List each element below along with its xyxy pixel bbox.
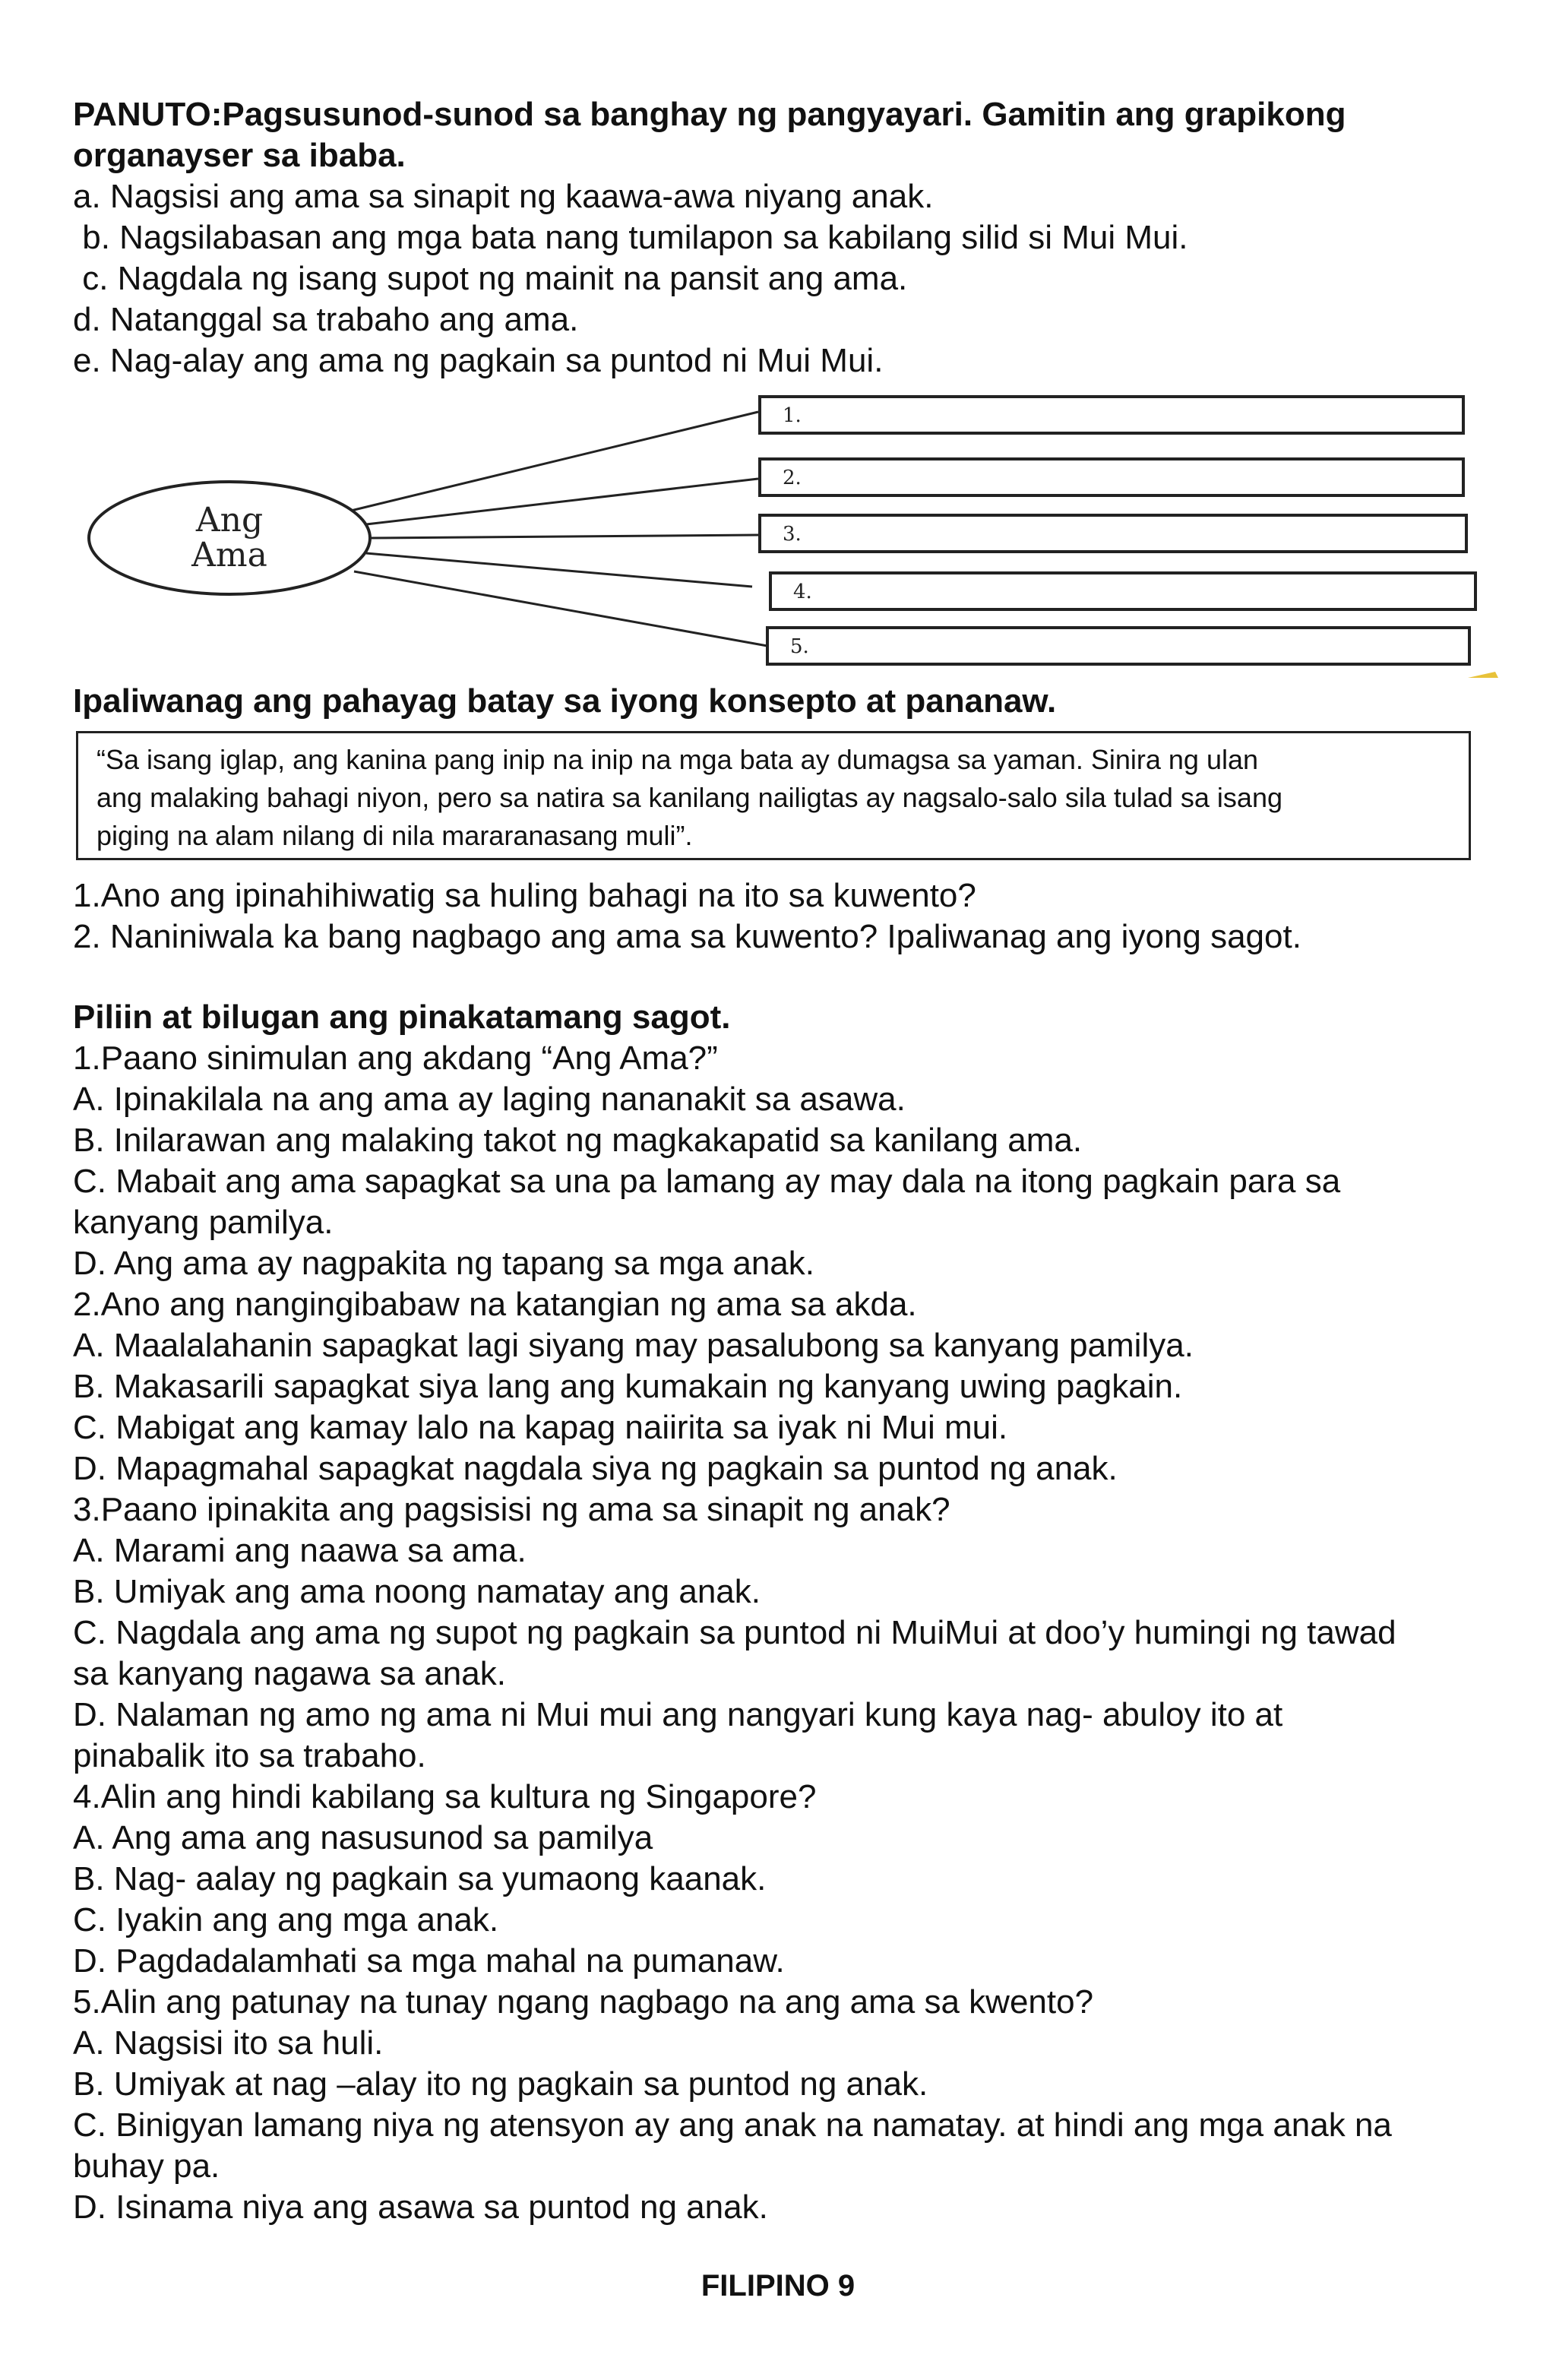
quiz-line: sa kanyang nagawa sa anak. <box>73 1655 506 1692</box>
quote-line: ang malaking bahagi niyon, pero sa natira sa kanilang nailigtas ay nagsalo-salo sila tulad sa isang <box>96 782 1282 813</box>
answer-box-2[interactable] <box>758 457 1465 497</box>
connector-line <box>370 535 758 538</box>
box-number: 1. <box>783 404 802 427</box>
footer-label: FILIPINO 9 <box>701 2269 855 2302</box>
pencil-mark <box>1468 672 1498 678</box>
explain-question: 2. Naniniwala ka bang nagbago ang ama sa kuwento? Ipaliwanag ang iyong sagot. <box>73 918 1301 955</box>
explain-heading: Ipaliwanag ang pahayag batay sa iyong konsepto at pananaw. <box>73 682 1057 720</box>
event-item: e. Nag-alay ang ama ng pagkain sa puntod ni Mui Mui. <box>73 342 884 379</box>
quiz-line: B. Inilarawan ang malaking takot ng magkakapatid sa kanilang ama. <box>73 1122 1083 1159</box>
center-label: Ang Ama <box>191 501 267 574</box>
quiz-line: B. Umiyak ang ama noong namatay ang anak. <box>73 1573 761 1610</box>
quiz-line: 4.Alin ang hindi kabilang sa kultura ng Singapore? <box>73 1778 817 1815</box>
quiz-line: D. Mapagmahal sapagkat nagdala siya ng pagkain sa puntod ng anak. <box>73 1450 1118 1487</box>
instructions-title-cont: organayser sa ibaba. <box>73 137 406 174</box>
quiz-line: A. Ang ama ang nasusunod sa pamilya <box>73 1819 653 1856</box>
box-number: 3. <box>783 523 802 546</box>
quiz-line: C. Nagdala ang ama ng supot ng pagkain sa puntod ni MuiMui at doo’y humingi ng tawad <box>73 1614 1396 1651</box>
event-item: d. Natanggal sa trabaho ang ama. <box>73 301 579 338</box>
quiz-line: C. Mabait ang ama sapagkat sa una pa lamang ay may dala na itong pagkain para sa <box>73 1163 1341 1200</box>
explain-question: 1.Ano ang ipinahihiwatig sa huling bahagi na ito sa kuwento? <box>73 877 976 914</box>
quiz-line: C. Binigyan lamang niya ng atensyon ay ang anak na namatay. at hindi ang mga anak na <box>73 2106 1392 2144</box>
box-number: 5. <box>790 635 809 658</box>
quiz-line: 5.Alin ang patunay na tunay ngang nagbago na ang ama sa kwento? <box>73 1983 1094 2021</box>
instructions-title: PANUTO:Pagsusunod-sunod sa banghay ng pangyayari. Gamitin ang grapikong <box>73 96 1346 133</box>
quiz-line: pinabalik ito sa trabaho. <box>73 1737 426 1774</box>
event-item: b. Nagsilabasan ang mga bata nang tumilapon sa kabilang silid si Mui Mui. <box>73 219 1188 256</box>
quiz-line: 2.Ano ang nangingibabaw na katangian ng ama sa akda. <box>73 1286 917 1323</box>
quote-box <box>76 731 1471 860</box>
answer-box-5[interactable] <box>766 626 1471 666</box>
quiz-line: 3.Paano ipinakita ang pagsisisi ng ama sa sinapit ng anak? <box>73 1491 950 1528</box>
quiz-line: buhay pa. <box>73 2147 220 2185</box>
quiz-line: 1.Paano sinimulan ang akdang “Ang Ama?” <box>73 1040 718 1077</box>
box-number: 2. <box>783 467 802 489</box>
answer-box-3[interactable] <box>758 514 1468 553</box>
quiz-line: A. Nagsisi ito sa huli. <box>73 2024 384 2062</box>
quiz-line: D. Pagdadalamhati sa mga mahal na pumanaw. <box>73 1942 785 1980</box>
quiz-line: B. Makasarili sapagkat siya lang ang kumakain ng kanyang uwing pagkain. <box>73 1368 1183 1405</box>
quiz-line: C. Iyakin ang ang mga anak. <box>73 1901 499 1938</box>
box-number: 4. <box>793 581 812 603</box>
quiz-line: kanyang pamilya. <box>73 1204 334 1241</box>
quiz-line: B. Umiyak at nag –alay ito ng pagkain sa puntod ng anak. <box>73 2065 928 2103</box>
quiz-line: D. Ang ama ay nagpakita ng tapang sa mga anak. <box>73 1245 814 1282</box>
quiz-line: A. Ipinakilala na ang ama ay laging nananakit sa asawa. <box>73 1081 906 1118</box>
event-item: c. Nagdala ng isang supot ng mainit na pansit ang ama. <box>73 260 908 297</box>
quiz-line: D. Nalaman ng amo ng ama ni Mui mui ang nangyari kung kaya nag- abuloy ito at <box>73 1696 1283 1733</box>
connector-line <box>351 412 758 511</box>
quote-line: “Sa isang iglap, ang kanina pang inip na inip na mga bata ay dumagsa sa yaman. Sinira ng ulan <box>96 744 1259 775</box>
graphic-organizer <box>0 0 1556 699</box>
connector-line <box>366 479 758 524</box>
quiz-line: A. Maalalahanin sapagkat lagi siyang may pasalubong sa kanyang pamilya. <box>73 1327 1194 1364</box>
quiz-line: C. Mabigat ang kamay lalo na kapag naiirita sa iyak ni Mui mui. <box>73 1409 1008 1446</box>
quiz-line: A. Marami ang naawa sa ama. <box>73 1532 527 1569</box>
quiz-heading: Piliin at bilugan ang pinakatamang sagot. <box>73 999 731 1036</box>
quote-line: piging na alam nilang di nila mararanasang muli”. <box>96 820 693 851</box>
event-item: a. Nagsisi ang ama sa sinapit ng kaawa-awa niyang anak. <box>73 178 934 215</box>
answer-box-1[interactable] <box>758 395 1465 435</box>
quiz-line: B. Nag- aalay ng pagkain sa yumaong kaanak. <box>73 1860 767 1897</box>
answer-box-4[interactable] <box>769 571 1477 611</box>
quiz-line: D. Isinama niya ang asawa sa puntod ng anak. <box>73 2189 768 2226</box>
connector-line <box>366 553 752 587</box>
